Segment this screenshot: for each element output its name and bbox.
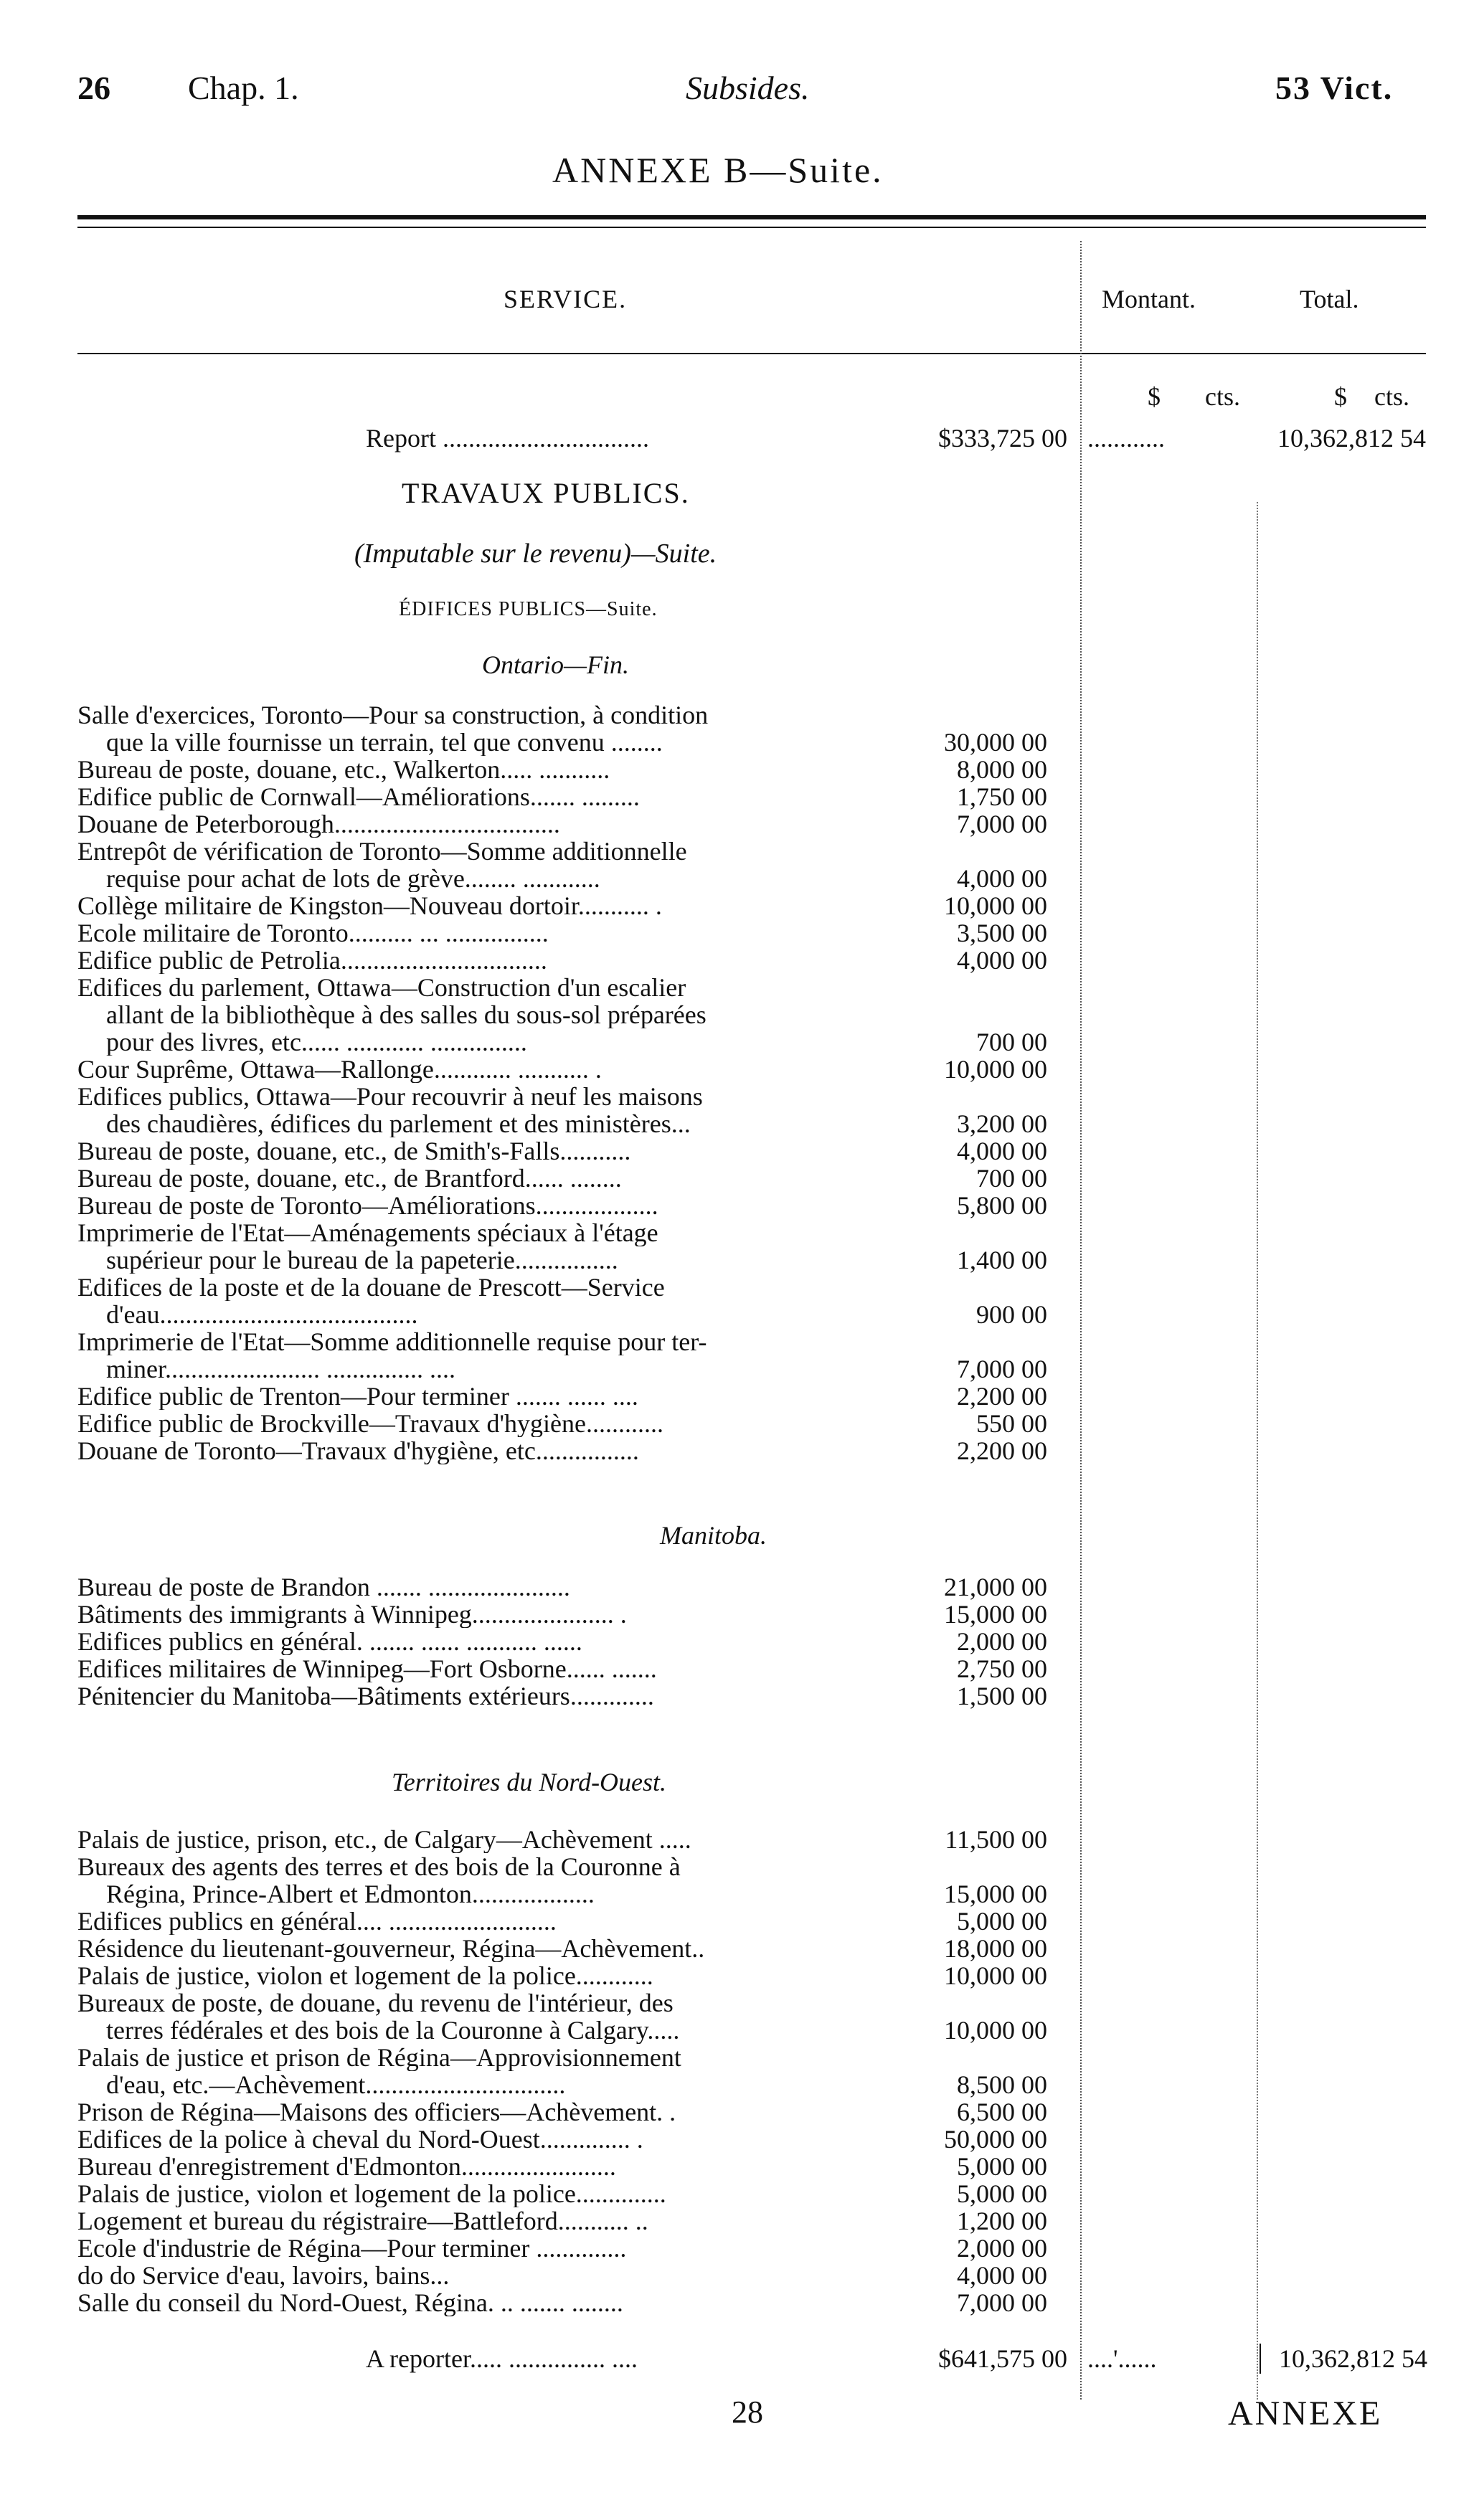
ontario-entry-text: Douane de Peterborough................................... (77, 810, 560, 838)
territoires-entry (77, 1826, 895, 1853)
ontario-entry-text: Cour Suprême, Ottawa—Rallonge............ ........... . (77, 1056, 602, 1083)
territoires-entry-amount: 18,000 00 (944, 1934, 1047, 1963)
ontario-entry-text: requise pour achat de lots de grève........ ............ (106, 865, 600, 892)
ontario-entry-text: Imprimerie de l'Etat—Somme additionnelle requise pour ter- (77, 1328, 707, 1355)
a-reporter-dots: ....'...... (1087, 2344, 1157, 2373)
ontario-entry-text: Bureau de poste, douane, etc., de Smith's-Falls........... (77, 1137, 631, 1165)
territoires-entry-amount: 4,000 00 (957, 2261, 1047, 2290)
ontario-entry-amount: 30,000 00 (944, 728, 1047, 757)
ontario-entry (77, 1137, 895, 1165)
manitoba-entry-text: Edifices militaires de Winnipeg—Fort Osborne...... ....... (77, 1655, 657, 1682)
ontario-entry-amount: 10,000 00 (944, 1055, 1047, 1084)
territoires-entry-text: Palais de justice et prison de Régina—Approvisionnement (77, 2044, 681, 2071)
ontario-entry-text: Edifice public de Petrolia................................ (77, 947, 547, 974)
ontario-entry-text: Ecole militaire de Toronto.......... ... ................ (77, 919, 549, 947)
territoires-entry (77, 2262, 895, 2289)
page-number-top: 26 (77, 70, 110, 106)
report-total: 10,362,812 54 (1277, 424, 1426, 453)
ontario-entry (77, 1437, 895, 1464)
ontario-entry-amount: 10,000 00 (944, 891, 1047, 920)
ontario-entry-amount: 7,000 00 (957, 810, 1047, 838)
ontario-entry (77, 810, 895, 838)
territoires-entry-text: terres fédérales et des bois de la Couronne à Calgary..... (106, 2017, 680, 2044)
ontario-entry-amount: 1,400 00 (957, 1246, 1047, 1274)
territoires-entry (77, 2044, 895, 2098)
territoires-entry (77, 1989, 895, 2044)
territoires-entry-text: Palais de justice, violon et logement de la police.............. (77, 2180, 666, 2207)
column-divider-montant (1080, 241, 1082, 2400)
ontario-entry-text: Edifice public de Cornwall—Améliorations....... ......... (77, 783, 640, 810)
annex-title: ANNEXE B—Suite. (552, 150, 884, 190)
section-title: TRAVAUX PUBLICS. (402, 477, 690, 509)
ontario-entry-amount: 4,000 00 (957, 1137, 1047, 1165)
section-imputable: (Imputable sur le revenu)—Suite. (354, 539, 717, 569)
territoires-entry-text: Prison de Régina—Maisons des officiers—Achèvement. . (77, 2098, 676, 2126)
section-edifices: ÉDIFICES PUBLICS—Suite. (399, 598, 658, 620)
ontario-entry-text: Entrepôt de vérification de Toronto—Somme additionnelle (77, 838, 687, 865)
ontario-entry-text: pour des livres, etc...... ............ ............... (106, 1028, 527, 1056)
manitoba-entry-amount: 2,000 00 (957, 1627, 1047, 1656)
dollar-sign-total: $ (1334, 382, 1347, 411)
report-label: Report ................................ (366, 424, 649, 453)
chapter-label: Chap. 1. (188, 70, 299, 106)
ontario-entry-amount: 700 00 (976, 1164, 1047, 1193)
territoires-heading: Territoires du Nord-Ouest. (392, 1768, 667, 1796)
territoires-entry-amount: 6,500 00 (957, 2098, 1047, 2126)
ontario-entry-amount: 3,200 00 (957, 1109, 1047, 1138)
ontario-entry (77, 783, 895, 810)
ontario-entry-text: allant de la bibliothèque à des salles du sous-sol préparées (106, 1001, 707, 1028)
ontario-entry-text: Imprimerie de l'Etat—Aménagements spéciaux à l'étage (77, 1219, 658, 1246)
running-title: Subsides. (686, 70, 810, 106)
territoires-entry-text: d'eau, etc.—Achèvement............................... (106, 2071, 566, 2098)
ontario-entry (77, 974, 895, 1056)
ontario-entry-text: Edifice public de Trenton—Pour terminer ....... ...... .... (77, 1383, 638, 1410)
ontario-entry-amount: 1,750 00 (957, 782, 1047, 811)
ontario-entry (77, 1165, 895, 1192)
ontario-entry-amount: 3,500 00 (957, 919, 1047, 947)
a-reporter-label: A reporter..... ............... .... (366, 2344, 638, 2373)
catchword: ANNEXE (1228, 2395, 1383, 2433)
territoires-entry-amount: 50,000 00 (944, 2125, 1047, 2154)
territoires-entry-text: Bureaux des agents des terres et des bois de la Couronne à (77, 1853, 681, 1880)
ontario-entry-text: Edifices publics, Ottawa—Pour recouvrir à neuf les maisons (77, 1083, 703, 1110)
ontario-entry-amount: 550 00 (976, 1409, 1047, 1438)
territoires-entry-text: Edifices de la police à cheval du Nord-Ouest.............. . (77, 2126, 643, 2153)
ontario-entry-text: Collège militaire de Kingston—Nouveau dortoir........... . (77, 892, 662, 919)
ontario-entry-amount: 4,000 00 (957, 864, 1047, 893)
ontario-entry-text: des chaudières, édifices du parlement et des ministères... (106, 1110, 691, 1137)
territoires-entry-text: Palais de justice, violon et logement de la police............ (77, 1962, 653, 1989)
ontario-entry-text: Bureau de poste, douane, etc., Walkerton..... ........... (77, 756, 610, 783)
ontario-entry-amount: 4,000 00 (957, 946, 1047, 975)
thin-rule-top (77, 227, 1426, 228)
territoires-entry-amount: 1,200 00 (957, 2207, 1047, 2235)
territoires-entry (77, 1935, 895, 1962)
territoires-entry-amount: 5,000 00 (957, 2152, 1047, 2181)
territoires-entry-amount: 11,500 00 (945, 1825, 1047, 1854)
manitoba-entry (77, 1573, 895, 1601)
ontario-entry-text: Edifices du parlement, Ottawa—Construction d'un escalier (77, 974, 686, 1001)
a-reporter-total: 10,362,812 54 (1260, 2344, 1427, 2374)
manitoba-entry-amount: 21,000 00 (944, 1573, 1047, 1601)
ontario-entry-text: supérieur pour le bureau de la papeterie................ (106, 1246, 618, 1274)
ontario-entry-text: Salle d'exercices, Toronto—Pour sa construction, à condition (77, 701, 709, 729)
ontario-entry (77, 892, 895, 919)
territoires-entry-amount: 8,500 00 (957, 2070, 1047, 2099)
territoires-entry (77, 2126, 895, 2153)
ontario-entry-text: d'eau........................................ (106, 1301, 418, 1328)
cts-label-montant: cts. (1205, 382, 1240, 411)
territoires-entry-text: Palais de justice, prison, etc., de Calgary—Achèvement ..... (77, 1826, 691, 1853)
territoires-entry-amount: 5,000 00 (957, 2179, 1047, 2208)
cts-label-total: cts. (1374, 382, 1409, 411)
ontario-entry (77, 1083, 895, 1137)
ontario-entry-text: Douane de Toronto—Travaux d'hygiène, etc................ (77, 1437, 639, 1464)
territoires-entry (77, 2098, 895, 2126)
manitoba-entry-text: Pénitencier du Manitoba—Bâtiments extérieurs............. (77, 1682, 654, 1710)
ontario-entry (77, 1219, 895, 1274)
manitoba-entry-amount: 15,000 00 (944, 1600, 1047, 1629)
ontario-entry (77, 1056, 895, 1083)
territoires-entry-text: Résidence du lieutenant-gouverneur, Régina—Achèvement.. (77, 1935, 705, 1962)
ontario-heading: Ontario—Fin. (482, 650, 630, 679)
ontario-entry (77, 701, 895, 756)
ontario-entry (77, 919, 895, 947)
ontario-entry-text: miner........................ ............... .... (106, 1355, 455, 1383)
manitoba-entry-text: Bureau de poste de Brandon ....... ...................... (77, 1573, 570, 1601)
territoires-entry-amount: 15,000 00 (944, 1880, 1047, 1908)
dollar-sign-montant: $ (1148, 382, 1161, 411)
ontario-entry-text: Edifice public de Brockville—Travaux d'hygiène............ (77, 1410, 663, 1437)
territoires-entry (77, 1962, 895, 1989)
territoires-entry-text: Régina, Prince-Albert et Edmonton................... (106, 1880, 595, 1908)
ontario-entry-amount: 900 00 (976, 1300, 1047, 1329)
ontario-entry (77, 838, 895, 892)
territoires-entry-amount: 10,000 00 (944, 2016, 1047, 2045)
column-header-service: SERVICE. (504, 285, 628, 313)
ontario-entry-amount: 5,800 00 (957, 1191, 1047, 1220)
territoires-entry-amount: 10,000 00 (944, 1961, 1047, 1990)
ontario-entry-amount: 2,200 00 (957, 1382, 1047, 1411)
territoires-entry-text: Bureaux de poste, de douane, du revenu de l'intérieur, des (77, 1989, 674, 2017)
ontario-entry-text: Edifices de la poste et de la douane de Prescott—Service (77, 1274, 665, 1301)
a-reporter-amount: $641,575 00 (938, 2344, 1067, 2373)
territoires-entry-amount: 5,000 00 (957, 1907, 1047, 1936)
ontario-entry-amount: 2,200 00 (957, 1436, 1047, 1465)
column-header-total: Total. (1300, 285, 1359, 313)
column-header-montant: Montant. (1102, 285, 1196, 313)
report-amount: $333,725 00 (938, 424, 1067, 453)
manitoba-heading: Manitoba. (660, 1521, 767, 1550)
territoires-entry (77, 2207, 895, 2235)
territoires-entry-text: Salle du conseil du Nord-Ouest, Régina. .. ....... ........ (77, 2289, 623, 2316)
ontario-entry (77, 947, 895, 974)
ontario-entry (77, 1192, 895, 1219)
manitoba-entry-text: Edifices publics en général. ....... ...... ........... ...... (77, 1628, 582, 1655)
manitoba-entry-amount: 1,500 00 (957, 1682, 1047, 1710)
ontario-entry (77, 756, 895, 783)
territoires-entry-text: do do Service d'eau, lavoirs, bains... (77, 2262, 450, 2289)
territoires-entry-amount: 2,000 00 (957, 2234, 1047, 2263)
ontario-entry (77, 1328, 895, 1383)
ontario-entry-amount: 7,000 00 (957, 1355, 1047, 1383)
column-divider-total (1257, 502, 1258, 2400)
territoires-entry (77, 1908, 895, 1935)
territoires-entry (77, 2180, 895, 2207)
manitoba-entry-text: Bâtiments des immigrants à Winnipeg...................... . (77, 1601, 627, 1628)
territoires-entry (77, 2289, 895, 2316)
report-dots: ............ (1087, 424, 1165, 453)
territoires-entry (77, 1853, 895, 1908)
ontario-entry-text: Bureau de poste de Toronto—Améliorations................... (77, 1192, 658, 1219)
territoires-entry-text: Bureau d'enregistrement d'Edmonton........................ (77, 2153, 616, 2180)
territoires-entry-amount: 7,000 00 (957, 2288, 1047, 2317)
double-rule-top (77, 215, 1426, 219)
ontario-entry (77, 1274, 895, 1328)
territoires-entry (77, 2153, 895, 2180)
territoires-entry (77, 2235, 895, 2262)
page-number-bottom: 28 (732, 2395, 763, 2430)
ontario-entry (77, 1410, 895, 1437)
manitoba-entry (77, 1655, 895, 1682)
rule-under-headers (77, 353, 1426, 354)
manitoba-entry (77, 1628, 895, 1655)
ontario-entry-amount: 8,000 00 (957, 755, 1047, 784)
manitoba-entry (77, 1682, 895, 1710)
ontario-entry-text: que la ville fournisse un terrain, tel que convenu ........ (106, 729, 663, 756)
ontario-entry (77, 1383, 895, 1410)
act-label: 53 Vict. (1275, 70, 1394, 106)
ontario-entry-text: Bureau de poste, douane, etc., de Brantford...... ........ (77, 1165, 622, 1192)
territoires-entry-text: Logement et bureau du régistraire—Battleford........... .. (77, 2207, 648, 2235)
territoires-entry-text: Edifices publics en général.... .......................... (77, 1908, 557, 1935)
ontario-entry-amount: 700 00 (976, 1028, 1047, 1056)
territoires-entry-text: Ecole d'industrie de Régina—Pour terminer .............. (77, 2235, 627, 2262)
manitoba-entry-amount: 2,750 00 (957, 1654, 1047, 1683)
manitoba-entry (77, 1601, 895, 1628)
